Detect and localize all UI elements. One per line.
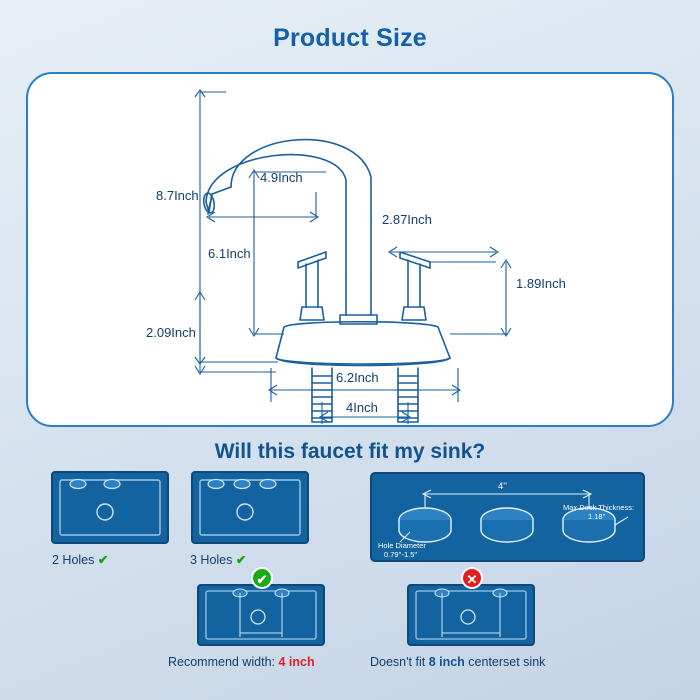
- dim-label-height-total: 8.7Inch: [156, 188, 199, 203]
- spec-top-measure: 4'': [498, 481, 507, 492]
- hole-spec-panel: [370, 472, 645, 562]
- faucet-drawing: [26, 72, 674, 427]
- dim-label-spout-height: 6.1Inch: [208, 246, 251, 261]
- check-icon: ✔: [235, 553, 247, 567]
- dim-label-spout-reach: 4.9Inch: [260, 170, 303, 185]
- spec-hole-diameter-label: Hole Diameter: [378, 541, 426, 550]
- recommend-caption: Recommend width: 4 inch: [168, 655, 315, 669]
- dim-label-base-width: 6.2Inch: [336, 370, 379, 385]
- not-fit-cross-badge: ✕: [461, 567, 483, 589]
- dim-label-handle-height: 1.89Inch: [516, 276, 566, 291]
- check-icon: ✔: [97, 553, 109, 567]
- sink-3-holes-label: 3 Holes ✔: [190, 553, 247, 567]
- faucet-dimension-diagram: [26, 72, 674, 427]
- sink-2-holes: [50, 470, 170, 545]
- not-fit-caption: Doesn't fit 8 inch centerset sink: [370, 655, 546, 669]
- sink-2-holes-label: 2 Holes ✔: [52, 553, 109, 567]
- sink-3-holes: [190, 470, 310, 545]
- fit-section: [0, 470, 700, 700]
- dim-label-base-height: 2.09Inch: [146, 325, 196, 340]
- fit-section-heading: Will this faucet fit my sink?: [214, 440, 486, 463]
- spec-hole-diameter-value: 0.79''-1.5'': [384, 550, 418, 559]
- dim-label-handle-span: 2.87Inch: [382, 212, 432, 227]
- dim-label-centerset: 4Inch: [346, 400, 378, 415]
- recommend-check-badge: ✔: [251, 567, 273, 589]
- spec-max-deck-label: Max Deck Thickness:: [563, 503, 635, 512]
- spec-max-deck-value: 1.18'': [588, 512, 606, 521]
- page-title: Product Size: [273, 24, 427, 52]
